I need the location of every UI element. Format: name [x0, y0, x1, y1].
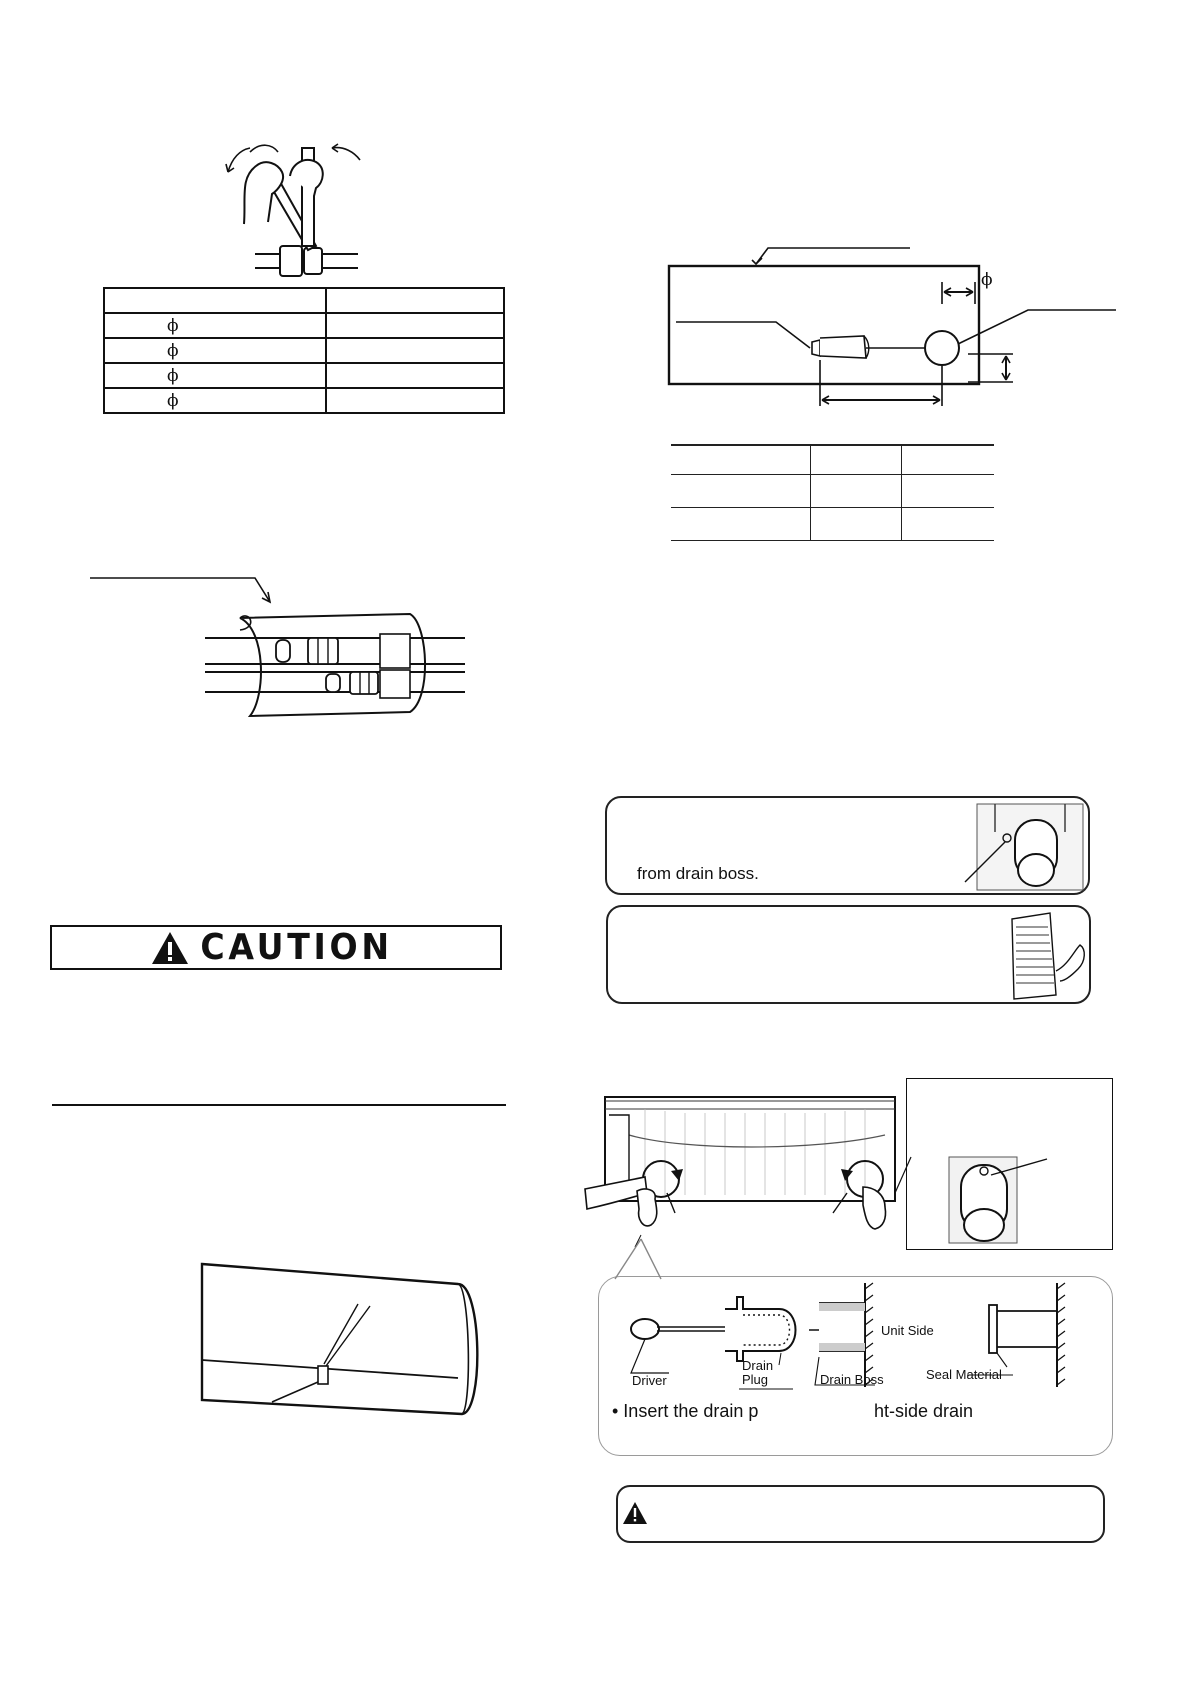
table-row: [104, 363, 504, 388]
wrench-tightening-illustration: [220, 138, 370, 280]
pipe-insulation-illustration: [90, 570, 470, 720]
table-row: [104, 288, 504, 313]
drain-plug-label-line2: Plug: [742, 1372, 769, 1387]
pipe-diameter-cell: ϕ: [104, 338, 326, 363]
torque-value-cell: [326, 313, 504, 338]
drain-plug-instruction-right: ht-side drain: [874, 1401, 974, 1421]
unit-side-label: Unit Side: [881, 1323, 934, 1338]
table-row: [671, 475, 994, 508]
bottom-warning-box: [616, 1485, 1105, 1543]
drain-boss-detail: [947, 1155, 1087, 1247]
drain-plug-label-line1: Drain: [742, 1358, 774, 1373]
table-row: [671, 445, 994, 475]
zoom-leader: [613, 1237, 663, 1281]
section-divider: [52, 1104, 506, 1106]
drain-boss-thumbnail: [975, 802, 1085, 892]
wall-hole-diagram: [668, 244, 1118, 414]
diameter-symbol: ϕ: [981, 270, 993, 290]
caution-title: CAUTION: [200, 927, 394, 968]
table-row: [104, 313, 504, 338]
torque-table: [103, 287, 505, 414]
torque-value-cell: [326, 363, 504, 388]
drain-plug-icon: [723, 1295, 807, 1365]
warning-triangle-icon: [150, 930, 190, 966]
warning-triangle-icon: [622, 1501, 648, 1525]
indoor-unit-panel-illustration: [200, 1262, 490, 1432]
table-row: [671, 508, 994, 541]
indoor-unit-drain-illustration: [585, 1095, 905, 1235]
torque-value-cell: [326, 388, 504, 413]
drain-cap-notice-text: from drain boss.: [637, 864, 759, 883]
driver-label: Driver: [632, 1373, 667, 1388]
pipe-diameter-cell: ϕ: [104, 313, 326, 338]
table-row: [104, 338, 504, 363]
indoor-unit-thumbnail: [1008, 911, 1090, 1001]
torque-value-cell: [326, 338, 504, 363]
drain-cap-notice: [605, 796, 1090, 895]
pipe-diameter-cell: ϕ: [104, 363, 326, 388]
drain-hose-notice: [606, 905, 1091, 1004]
leader-line: [893, 1155, 913, 1195]
table-row: [104, 388, 504, 413]
drain-parts-panel: [598, 1276, 1113, 1456]
drain-plug-instruction-left: • Insert the drain p: [612, 1401, 759, 1421]
drain-boss-inset: [906, 1078, 1113, 1250]
hole-dimension-table: [671, 444, 994, 541]
seal-material-label: Seal Material: [926, 1367, 1002, 1382]
caution-banner: [50, 925, 502, 970]
leader-line: [739, 1385, 795, 1391]
drain-boss-label: Drain Boss: [820, 1372, 884, 1387]
pipe-diameter-cell: ϕ: [104, 388, 326, 413]
